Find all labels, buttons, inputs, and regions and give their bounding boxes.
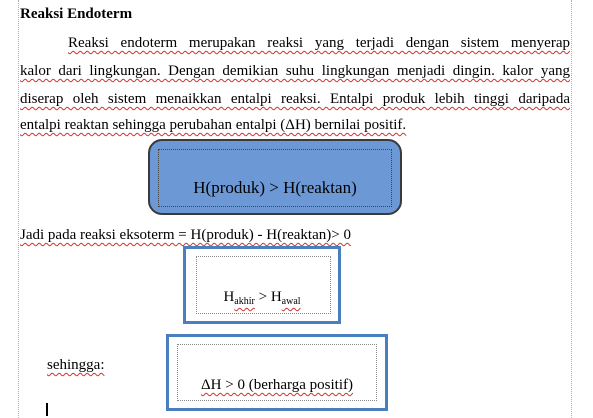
delta-h-text: ΔH > 0 (berharga positif) xyxy=(201,377,353,393)
delta-h-box[interactable] xyxy=(166,334,388,411)
h-initial-symbol: H xyxy=(270,289,282,305)
section-heading: Reaksi Endoterm xyxy=(20,6,133,22)
greater-than-operator: > xyxy=(254,289,271,305)
h-final-initial-box[interactable] xyxy=(183,246,341,324)
paragraph-line-3: diserap oleh sistem menaikkan entalpi reaksi. Entalpi produk lebih tinggi daripada xyxy=(20,91,570,107)
right-margin-guide xyxy=(571,0,572,418)
paragraph-line-1: Reaksi endoterm merupakan reaksi yang terjadi dengan sistem menyerap xyxy=(68,35,570,51)
left-margin-guide xyxy=(18,0,19,418)
conclusion-line: Jadi pada reaksi eksoterm = H(produk) - H(reaktan)> 0 xyxy=(20,227,351,243)
paragraph-line-2: kalor dari lingkungan. Dengan demikian suhu lingkungan menjadi dingin. kalor yang xyxy=(20,63,570,79)
enthalpy-comparison-text: H(produk) > H(reaktan) xyxy=(193,178,357,197)
enthalpy-comparison-box[interactable] xyxy=(148,139,402,215)
text-cursor xyxy=(46,403,48,416)
h-initial-subscript: awal xyxy=(281,296,301,307)
h-final-initial-text xyxy=(186,287,338,312)
h-final-subscript: akhir xyxy=(234,296,255,307)
paragraph-line-4: entalpi reaktan sehingga perubahan entalpi (ΔH) bernilai positif. xyxy=(20,117,407,133)
h-final-symbol: H xyxy=(223,289,235,305)
sehingga-label: sehingga: xyxy=(47,357,105,373)
